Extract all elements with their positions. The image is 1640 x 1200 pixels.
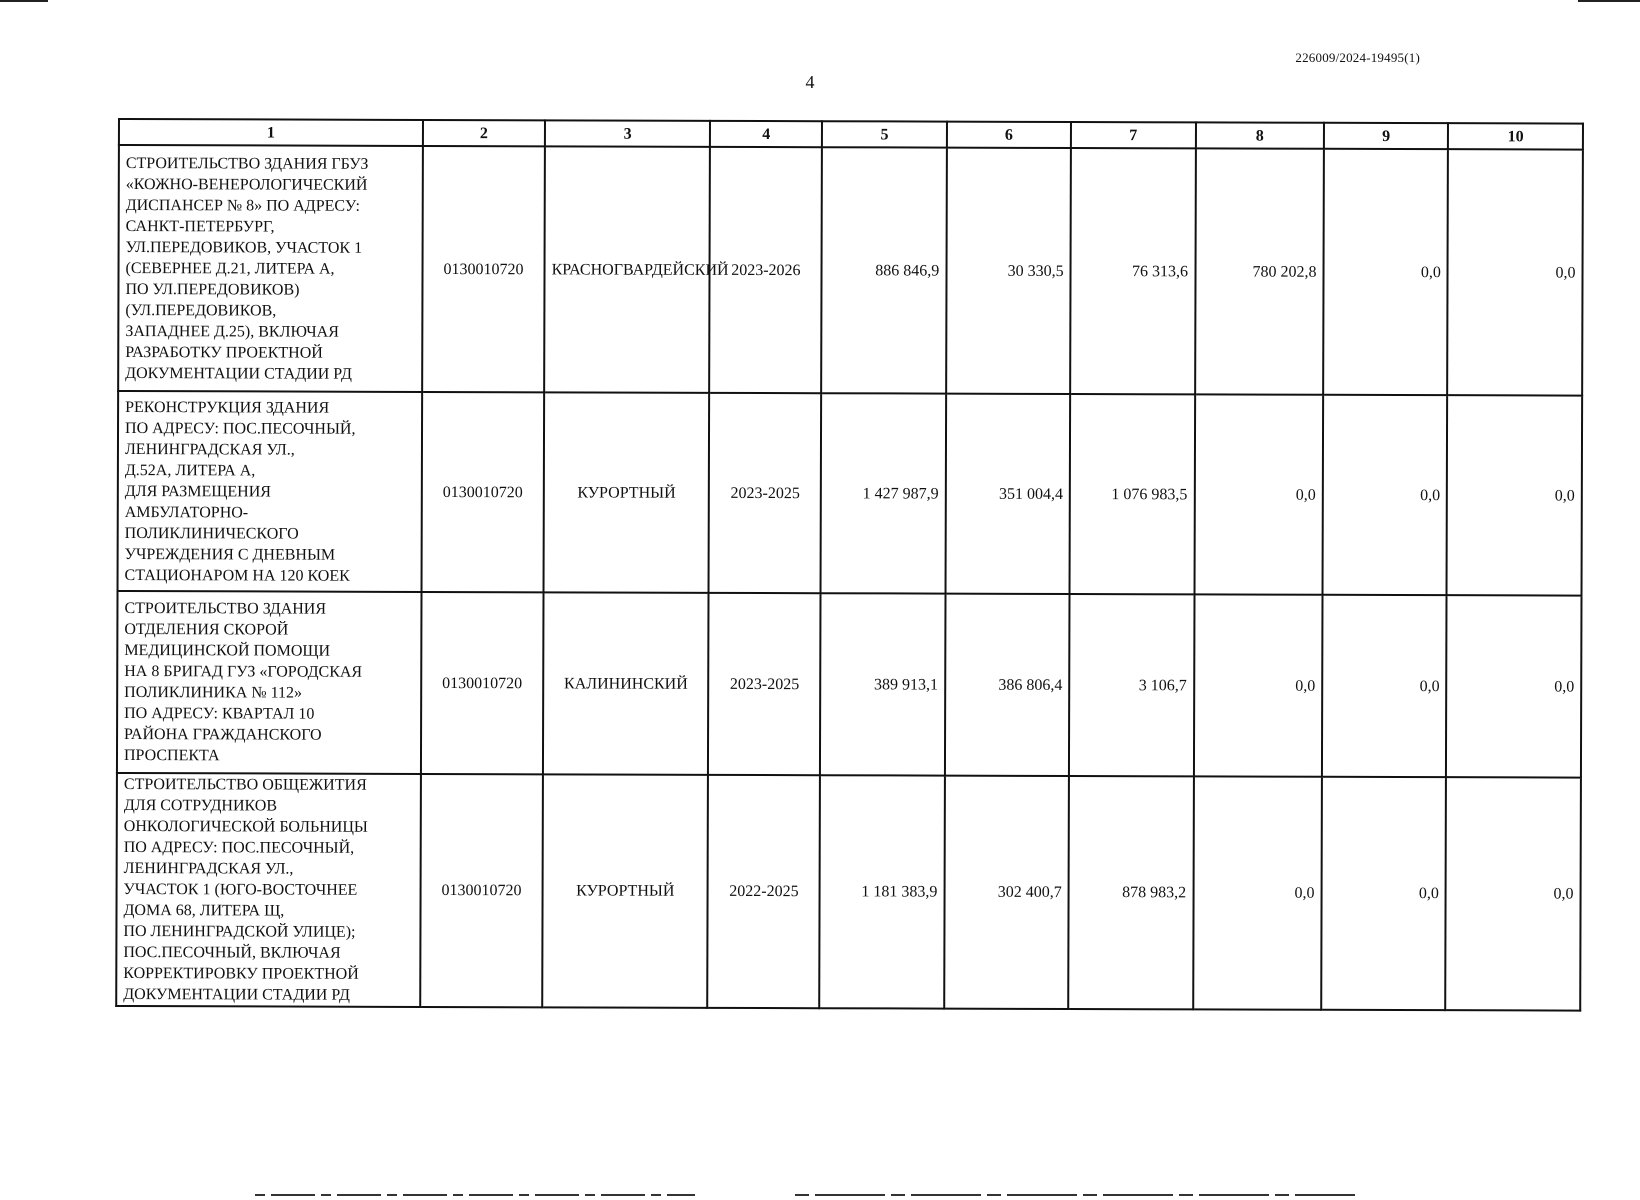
- value-col-9: 0,0: [1323, 395, 1448, 595]
- column-header: 7: [1071, 122, 1195, 148]
- object-code: 0130010720: [421, 592, 544, 774]
- column-header: 6: [947, 122, 1071, 148]
- column-header: 1: [119, 119, 423, 146]
- value-col-10: 0,0: [1448, 149, 1583, 395]
- value-col-8: 780 202,8: [1195, 148, 1324, 394]
- district: КРАСНОГВАРДЕЙСКИЙ: [544, 146, 710, 393]
- period: 2022-2025: [707, 775, 820, 1008]
- period: 2023-2026: [709, 147, 822, 393]
- scan-bottom-mark-left: [255, 1194, 695, 1196]
- object-code: 0130010720: [422, 146, 545, 392]
- period: 2023-2025: [709, 393, 822, 593]
- value-col-6: 302 400,7: [944, 776, 1069, 1009]
- table-row: [118, 391, 1583, 596]
- object-name: РЕКОНСТРУКЦИЯ ЗДАНИЯ ПО АДРЕСУ: ПОС.ПЕСОЧНЫЙ, ЛЕНИНГРАДСКАЯ УЛ., Д.52А, ЛИТЕРА А, ДЛЯ РАЗМЕЩЕНИЯ АМБУЛАТОРНО- ПОЛИКЛИНИЧЕСКОГО УЧРЕЖДЕНИЯ С ДНЕВНЫМ СТАЦИОНАРОМ НА 120 КОЕК: [118, 391, 422, 592]
- column-header: 2: [423, 120, 545, 146]
- value-col-6: 30 330,5: [946, 148, 1071, 394]
- column-header: 4: [710, 121, 822, 147]
- table-row: [118, 145, 1583, 396]
- column-header: 8: [1195, 122, 1324, 148]
- column-header: 5: [822, 121, 946, 147]
- page-number: 4: [805, 72, 815, 92]
- value-col-6: 386 806,4: [945, 594, 1070, 776]
- value-col-8: 0,0: [1193, 776, 1322, 1009]
- construction-objects-table: [115, 118, 1584, 1012]
- value-col-7: 3 106,7: [1069, 594, 1194, 776]
- value-col-5: 1 181 383,9: [820, 775, 945, 1008]
- value-col-8: 0,0: [1193, 594, 1322, 776]
- column-header: 9: [1324, 123, 1448, 149]
- column-header: 10: [1448, 123, 1583, 149]
- scan-edge-mark-right: [1578, 0, 1640, 2]
- column-header: 3: [545, 120, 710, 147]
- scan-bottom-mark-right: [795, 1194, 1355, 1196]
- value-col-10: 0,0: [1446, 777, 1581, 1010]
- object-name: СТРОИТЕЛЬСТВО ОБЩЕЖИТИЯ ДЛЯ СОТРУДНИКОВ ОНКОЛОГИЧЕСКОЙ БОЛЬНИЦЫ ПО АДРЕСУ: ПОС.ПЕСОЧНЫЙ, ЛЕНИНГРАДСКАЯ УЛ., УЧАСТОК 1 (ЮГО-ВОСТОЧНЕЕ ДОМА 68, ЛИТЕРА Щ, ПО ЛЕНИНГРАДСКОЙ УЛИЦЕ); ПОС.ПЕСОЧНЫЙ, ВКЛЮЧАЯ КОРРЕКТИРОВКУ ПРОЕКТНОЙ ДОКУМЕНТАЦИИ СТАДИИ РД: [116, 773, 421, 1007]
- object-code: 0130010720: [421, 392, 544, 592]
- value-col-10: 0,0: [1447, 395, 1582, 595]
- value-col-5: 886 846,9: [822, 147, 947, 393]
- value-col-5: 389 913,1: [820, 593, 945, 775]
- period: 2023-2025: [708, 593, 821, 775]
- document-id: 226009/2024-19495(1): [1295, 50, 1420, 65]
- value-col-7: 878 983,2: [1068, 776, 1193, 1009]
- district: КУРОРТНЫЙ: [542, 774, 708, 1008]
- value-col-6: 351 004,4: [945, 394, 1070, 594]
- object-name: СТРОИТЕЛЬСТВО ЗДАНИЯ ОТДЕЛЕНИЯ СКОРОЙ МЕДИЦИНСКОЙ ПОМОЩИ НА 8 БРИГАД ГУЗ «ГОРОДСКАЯ ПОЛИКЛИНИКА № 112» ПО АДРЕСУ: КВАРТАЛ 10 РАЙОНА ГРАЖДАНСКОГО ПРОСПЕКТА: [117, 591, 421, 774]
- table-row: [116, 773, 1581, 1011]
- value-col-8: 0,0: [1194, 394, 1323, 594]
- value-col-7: 1 076 983,5: [1070, 394, 1195, 594]
- value-col-9: 0,0: [1321, 777, 1446, 1010]
- table-row: [117, 591, 1582, 778]
- object-code: 0130010720: [420, 774, 543, 1007]
- value-col-9: 0,0: [1322, 595, 1447, 777]
- object-name: СТРОИТЕЛЬСТВО ЗДАНИЯ ГБУЗ «КОЖНО-ВЕНЕРОЛОГИЧЕСКИЙ ДИСПАНСЕР № 8» ПО АДРЕСУ: САНКТ-ПЕТЕРБУРГ, УЛ.ПЕРЕДОВИКОВ, УЧАСТОК 1 (СЕВЕРНЕЕ Д.21, ЛИТЕРА А, ПО УЛ.ПЕРЕДОВИКОВ) (УЛ.ПЕРЕДОВИКОВ, ЗАПАДНЕЕ Д.25), ВКЛЮЧАЯ РАЗРАБОТКУ ПРОЕКТНОЙ ДОКУМЕНТАЦИИ СТАДИИ РД: [118, 145, 423, 392]
- value-col-9: 0,0: [1323, 149, 1448, 395]
- value-col-5: 1 427 987,9: [821, 393, 946, 593]
- value-col-7: 76 313,6: [1070, 148, 1195, 394]
- scan-edge-mark-left: [0, 0, 48, 2]
- district: КАЛИНИНСКИЙ: [543, 592, 709, 775]
- district: КУРОРТНЫЙ: [544, 392, 710, 593]
- value-col-10: 0,0: [1446, 595, 1581, 777]
